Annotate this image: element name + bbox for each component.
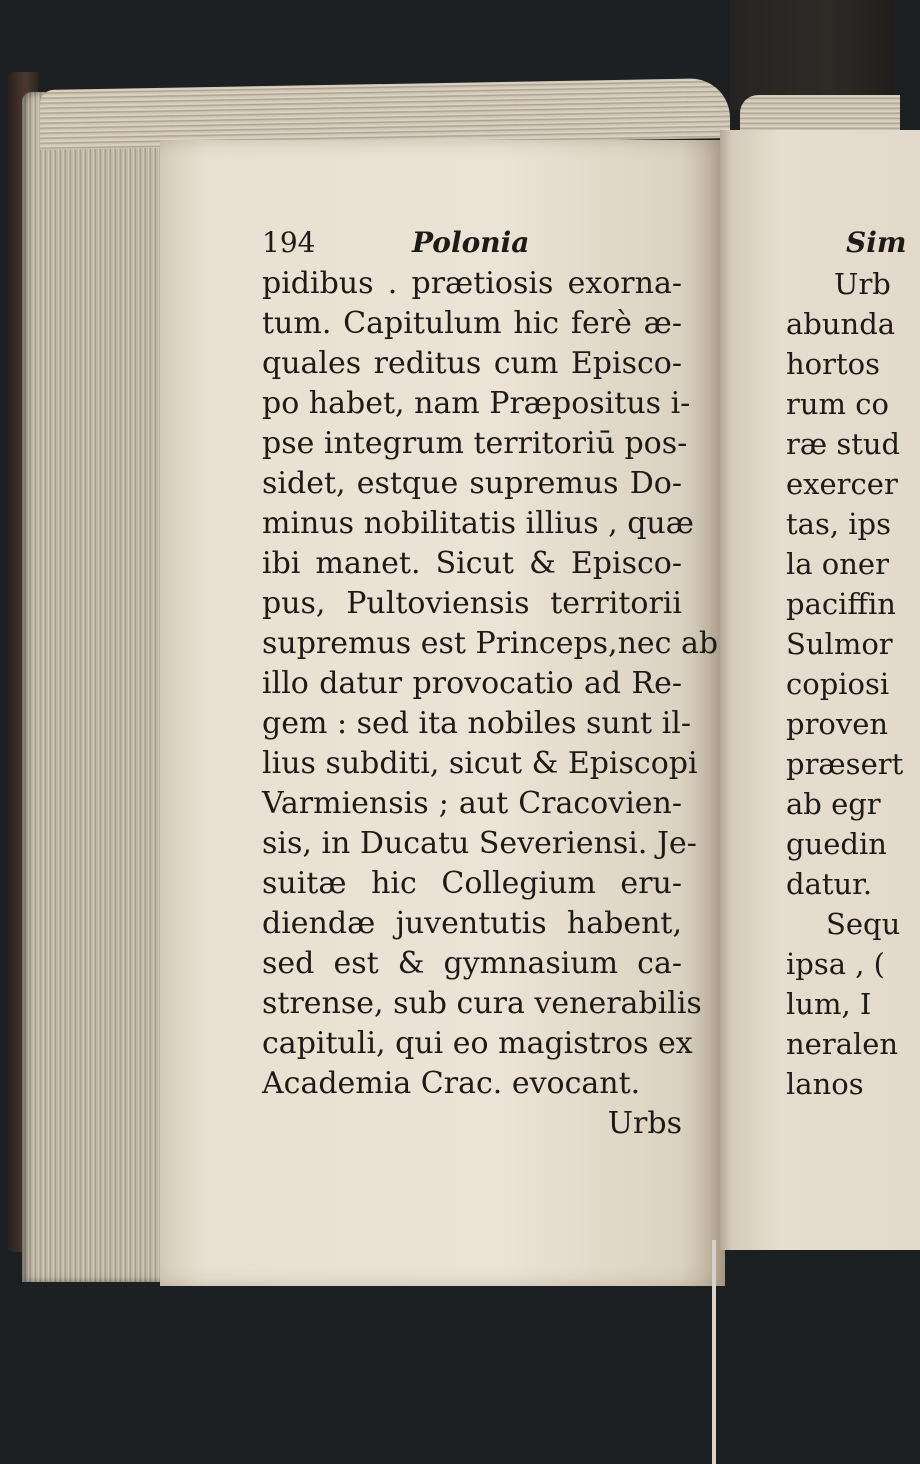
text-line: paciffin — [786, 587, 896, 621]
text-line: quales reditus cum Episco- — [262, 346, 682, 381]
text-line: tas, ips — [786, 507, 891, 541]
text-line: lius subditi, sicut & Episcopi — [262, 746, 698, 781]
running-head: Sim — [846, 226, 907, 259]
left-page-text — [262, 222, 719, 1144]
text-line: pse integrum territoriū pos- — [262, 426, 688, 461]
text-line: ipsa , ( — [786, 947, 885, 981]
text-line: exercer — [786, 467, 898, 501]
text-line: la oner — [786, 547, 889, 581]
text-line: guedin — [786, 827, 887, 861]
text-line: ab egr — [786, 787, 881, 821]
text-line: pidibus . prætiosis exorna- — [262, 266, 682, 301]
text-line: Urb — [834, 267, 891, 301]
text-line: rum co — [786, 387, 889, 421]
text-line: datur. — [786, 867, 873, 901]
text-line: Sequ — [826, 907, 901, 941]
text-line: sed est & gymnasium ca- — [262, 946, 682, 981]
text-line: ræ stud — [786, 427, 901, 461]
text-line: strense, sub cura venerabilis — [262, 986, 702, 1021]
text-line: gem : sed ita nobiles sunt il- — [262, 706, 691, 741]
background — [730, 0, 894, 110]
text-line: ibi manet. Sicut & Episco- — [262, 546, 682, 581]
text-line: neralen — [786, 1027, 899, 1061]
right-page-text — [786, 222, 907, 1104]
text-line: minus nobilitatis illius , quæ — [262, 506, 694, 541]
text-line: capituli, qui eo magistros ex — [262, 1026, 693, 1061]
text-line: lum, I — [786, 987, 872, 1021]
catchword: Urbs — [607, 1106, 682, 1141]
text-line: Sulmor — [786, 627, 893, 661]
text-line: abunda — [786, 307, 896, 341]
text-line: copiosi — [786, 667, 890, 701]
text-line: lanos — [786, 1067, 864, 1101]
left-page-header — [262, 222, 682, 264]
running-head: Polonia — [412, 226, 530, 259]
text-line: præsert — [786, 747, 904, 781]
text-line: illo datur provocatio ad Re- — [262, 666, 682, 701]
text-line: diendæ juventutis habent, — [262, 906, 682, 941]
text-line: hortos — [786, 347, 880, 381]
page-edges — [22, 92, 174, 1282]
text-line: sidet, estque supremus Do- — [262, 466, 682, 501]
text-line: po habet, nam Præpositus i- — [262, 386, 691, 421]
page-number: 194 — [262, 226, 316, 259]
text-line: suitæ hic Collegium eru- — [262, 866, 682, 901]
text-line: pus, Pultoviensis territorii — [262, 586, 682, 621]
gutter — [712, 1240, 716, 1464]
right-page-header — [786, 222, 907, 264]
text-line: tum. Capitulum hic ferè æ- — [262, 306, 682, 341]
text-line: sis, in Ducatu Severiensi. Je- — [262, 826, 697, 861]
text-line: proven — [786, 707, 889, 741]
text-line: Academia Crac. evocant. — [262, 1066, 641, 1101]
text-line: supremus est Princeps,nec ab — [262, 626, 719, 661]
text-line: Varmiensis ; aut Cracovien- — [262, 786, 682, 821]
